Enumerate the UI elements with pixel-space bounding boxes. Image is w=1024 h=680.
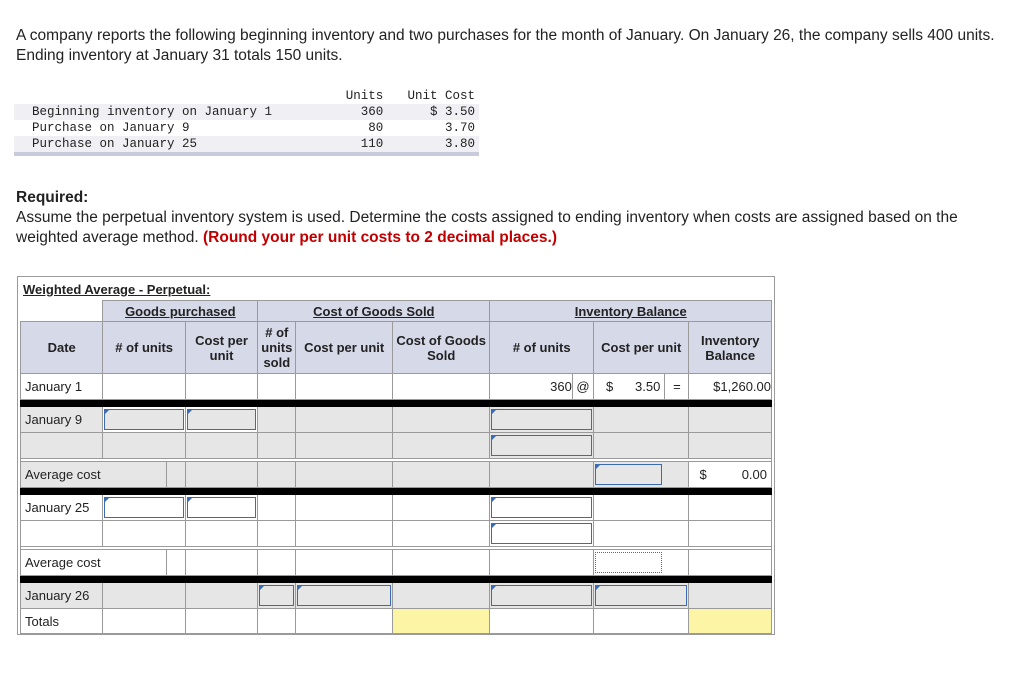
group-cost-of-goods-sold: Cost of Goods Sold (258, 301, 490, 322)
cell (185, 550, 257, 576)
jan25-cost-per-unit[interactable] (185, 495, 257, 521)
worksheet-title: Weighted Average - Perpetual: (23, 282, 211, 297)
cell (392, 583, 490, 609)
cell (490, 462, 594, 488)
jan9-balance-units-2[interactable] (490, 433, 594, 459)
cell (296, 374, 393, 400)
cell (593, 495, 688, 521)
row-label-jan1: January 1 (21, 374, 103, 400)
jan9-balance-units-input-2[interactable] (491, 435, 592, 456)
cell (689, 407, 772, 433)
cell (185, 433, 257, 459)
jan1-balance-cost (593, 374, 664, 400)
col-cost-per-unit-sold: Cost per unit (296, 322, 393, 374)
cell (296, 407, 393, 433)
given-row-cost: $ 3.50 (387, 104, 479, 120)
given-row-cost: 3.80 (387, 136, 479, 152)
avg1-cost-per-unit[interactable] (593, 462, 688, 488)
weighted-average-worksheet (17, 276, 775, 635)
cell (392, 433, 490, 459)
col-cost-of-goods-sold: Cost of Goods Sold (392, 322, 490, 374)
section-divider (21, 576, 772, 583)
cell (689, 583, 772, 609)
jan9-units-input[interactable] (104, 409, 183, 430)
given-row-units: 80 (332, 120, 387, 136)
cell (258, 521, 296, 547)
jan26-balance-units-input[interactable] (491, 585, 592, 606)
cell (258, 407, 296, 433)
jan9-cost-input[interactable] (187, 409, 256, 430)
avg1-balance-value: 0.00 (741, 467, 767, 482)
cell (185, 521, 257, 547)
equals-sign: = (665, 374, 689, 400)
jan25-balance-units-2[interactable] (490, 521, 594, 547)
required-section (16, 188, 1024, 248)
jan26-units-sold-input[interactable] (259, 585, 294, 606)
col-cost-per-unit-purchased: Cost per unit (185, 322, 257, 374)
cell (689, 521, 772, 547)
cell (593, 407, 688, 433)
unit-cost-header: Unit Cost (387, 88, 479, 104)
cell (490, 550, 594, 576)
cell (392, 462, 490, 488)
group-inventory-balance: Inventory Balance (490, 301, 772, 322)
cell (392, 407, 490, 433)
jan26-units-sold[interactable] (258, 583, 296, 609)
cell (185, 583, 257, 609)
section-divider (21, 400, 772, 407)
jan9-units-purchased[interactable] (103, 407, 185, 433)
dollar-sign: $ (699, 467, 707, 482)
jan25-balance-units-1[interactable] (490, 495, 594, 521)
cell (689, 495, 772, 521)
cell (296, 495, 393, 521)
jan25-units-input[interactable] (104, 497, 183, 518)
row-label-jan9: January 9 (21, 407, 103, 433)
units-header: Units (332, 88, 387, 104)
cell (258, 462, 296, 488)
cell (258, 374, 296, 400)
col-date: Date (21, 322, 103, 374)
cell (103, 521, 185, 547)
cell (490, 609, 594, 634)
jan26-cost-sold-input[interactable] (297, 585, 391, 606)
cell (166, 550, 185, 576)
worksheet-grid (20, 300, 772, 634)
at-sign: @ (572, 374, 593, 400)
jan26-balance-cost-input[interactable] (595, 585, 687, 606)
total-inventory-balance[interactable] (689, 609, 772, 634)
cell (392, 374, 490, 400)
jan1-balance-units: 360 (490, 374, 572, 400)
jan25-balance-units-input-2[interactable] (491, 523, 592, 544)
row-label-totals: Totals (21, 609, 103, 634)
cell (296, 521, 393, 547)
given-data-table (14, 88, 479, 156)
given-row-cost: 3.70 (387, 120, 479, 136)
cell (689, 433, 772, 459)
section-divider (21, 488, 772, 495)
jan25-units-purchased[interactable] (103, 495, 185, 521)
cell (103, 433, 185, 459)
avg1-inventory-balance (689, 462, 772, 488)
cell (103, 583, 185, 609)
cell (185, 609, 257, 634)
cell (185, 462, 257, 488)
jan1-inventory-balance: $1,260.00 (689, 374, 772, 400)
cell (296, 550, 393, 576)
col-balance-cost-per-unit: Cost per unit (593, 322, 688, 374)
cell (21, 521, 103, 547)
avg2-cost-input[interactable] (595, 552, 662, 573)
given-row-label: Purchase on January 25 (14, 136, 332, 152)
cell (296, 462, 393, 488)
row-label-jan26: January 26 (21, 583, 103, 609)
given-row-label: Beginning inventory on January 1 (14, 104, 332, 120)
group-goods-purchased: Goods purchased (103, 301, 258, 322)
group-spacer (21, 301, 103, 322)
given-row-units: 110 (332, 136, 387, 152)
jan25-cost-input[interactable] (187, 497, 256, 518)
col-balance-units: # of units (490, 322, 594, 374)
cell (258, 550, 296, 576)
problem-intro: A company reports the following beginning inventory and two purchases for the month of January. On January 26, the company sells 400 units. Ending inventory at January 31 totals 150 units. (16, 27, 995, 64)
avg2-cost-per-unit[interactable] (593, 550, 688, 576)
cell (258, 495, 296, 521)
col-inventory-balance: Inventory Balance (689, 322, 772, 374)
cell (392, 495, 490, 521)
jan26-cost-per-unit-sold[interactable] (296, 583, 393, 609)
col-units-sold: # of units sold (258, 322, 296, 374)
cell (593, 521, 688, 547)
total-cost-of-goods-sold[interactable] (392, 609, 490, 634)
required-text: Assume the perpetual inventory system is used. Determine the costs assigned to ending inventory when costs are assigned based on the weighted average method. (16, 209, 958, 246)
row-label-jan25: January 25 (21, 495, 103, 521)
given-row-label: Purchase on January 9 (14, 120, 332, 136)
cell (185, 374, 257, 400)
cell (296, 609, 393, 634)
jan26-balance-cost[interactable] (593, 583, 688, 609)
row-label-average-cost-2: Average cost (21, 550, 167, 576)
cell (296, 433, 393, 459)
cell (103, 374, 185, 400)
cell (258, 609, 296, 634)
rounding-note: (Round your per unit costs to 2 decimal places.) (203, 229, 557, 246)
col-units-purchased: # of units (103, 322, 185, 374)
cell (593, 433, 688, 459)
jan9-balance-units-input[interactable] (491, 409, 592, 430)
cell (689, 550, 772, 576)
cell (258, 433, 296, 459)
jan26-balance-units[interactable] (490, 583, 594, 609)
blank-header (14, 88, 332, 104)
given-row-units: 360 (332, 104, 387, 120)
cell (593, 609, 688, 634)
jan9-cost-per-unit[interactable] (185, 407, 257, 433)
avg1-cost-input[interactable] (595, 464, 662, 485)
jan1-cost-value: 3.50 (635, 379, 661, 394)
cell (392, 550, 490, 576)
jan9-balance-units-1[interactable] (490, 407, 594, 433)
cell (392, 521, 490, 547)
cell (103, 609, 185, 634)
row-label-average-cost: Average cost (21, 462, 167, 488)
required-heading: Required: (16, 189, 89, 206)
jan25-balance-units-input[interactable] (491, 497, 592, 518)
dollar-sign: $ (605, 379, 614, 394)
cell (166, 462, 185, 488)
cell (21, 433, 103, 459)
